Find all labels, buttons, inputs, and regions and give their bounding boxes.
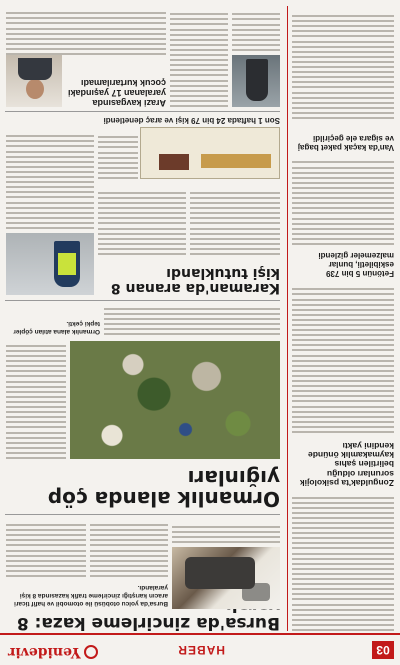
van-text (292, 7, 394, 119)
officer-vest (58, 253, 76, 275)
ormanlik-lede: Ormanlık alana atılan çöpler tepki çekti. (13, 319, 100, 335)
zonguldak-text (292, 283, 394, 433)
arrest-photo (232, 55, 280, 107)
ormanlik-text-bottom (104, 305, 280, 335)
karaman-headline: Karaman'da aranan 8 kişi tutuklandı (110, 265, 280, 296)
ormanlik-text-col (6, 341, 66, 459)
trash-photo (70, 341, 280, 459)
seized-items (201, 154, 271, 168)
police-photo (6, 233, 94, 295)
ormanlik-headline: Ormanlık alanda çöp yığınları (47, 466, 280, 511)
page-number: 03 (372, 641, 394, 659)
arazi-text-col-1 (170, 7, 228, 107)
left-top-text (292, 491, 394, 631)
bursa-lede: Bursa'da yolcu otobüsü ile otomobil ve hafif ticari aracın karıştığı zincirleme trafik kazasında 8 kişi yaralandı. (14, 583, 168, 607)
seized-items-photo (140, 127, 280, 179)
divider-3 (5, 111, 280, 112)
zonguldak-headline: Zonguldak'ta psikolojik sorunları olduğu belirtilen şahıs kaymakamlık önünde kendini yaktı (299, 440, 394, 488)
divider-2 (5, 300, 280, 301)
karaman-text-col-2 (98, 185, 186, 255)
victim-portrait (6, 55, 62, 107)
bursa-text-col-1 (90, 519, 168, 577)
karaman-text-col-3 (6, 129, 94, 229)
karaman-text-col-1 (190, 185, 280, 255)
section-label: HABER (177, 643, 225, 657)
logo-mark-icon (84, 645, 98, 659)
seized-items-2 (159, 154, 189, 170)
karaman-subhead: Son 1 haftada 24 bin 79 kişi ve araç denetlendi (103, 116, 280, 125)
masthead (0, 633, 400, 665)
bursa-headline: Bursa'da zincirleme kaza: 8 (16, 613, 280, 633)
bursa-text-col-2 (6, 519, 86, 577)
newspaper-logo (8, 644, 98, 660)
malzeme-text (292, 155, 394, 245)
karaman-text-bottom (98, 129, 138, 179)
arazi-text-col-2 (6, 7, 166, 55)
portrait-head (26, 79, 44, 99)
divider-1 (5, 514, 280, 515)
van-headline: Van'da kaçak paket bagaj ve sigara ele geçirildi (297, 134, 394, 152)
portrait-body (18, 58, 52, 80)
left-column-rule (287, 6, 288, 631)
malzeme-headline: Fetönün 5 bin 739 eskibiletli, bunlar malzemeler gizlendi (318, 251, 394, 278)
suspect-figure (246, 59, 268, 101)
arazi-text-col-3 (232, 7, 280, 51)
bursa-text-col-3 (172, 519, 280, 543)
arazi-headline: Arazi kavgasında yaralanan 17 yaşındaki çocuk kurtarılamadı (67, 78, 166, 108)
logo-text: Yenidevir (8, 644, 81, 660)
bursa-crash-photo (172, 547, 280, 609)
crash-vehicle-1 (185, 557, 255, 589)
